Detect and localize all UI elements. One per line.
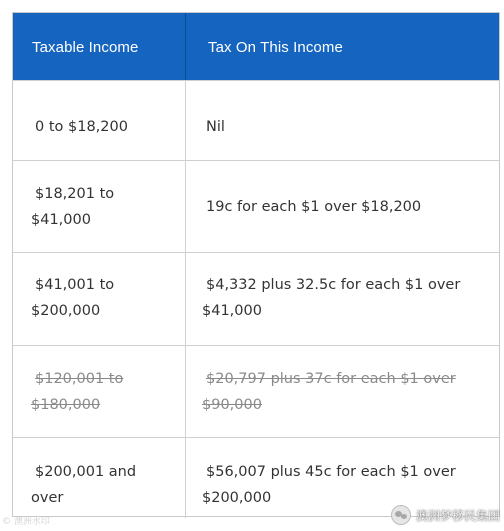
- income-line: $41,001 to: [35, 277, 115, 293]
- income-cell: [13, 346, 186, 437]
- income-cell: [13, 253, 186, 345]
- tax-cell: [186, 81, 499, 160]
- tax-line: $200,000: [202, 490, 272, 506]
- table-row: [13, 160, 499, 252]
- watermark-right: [391, 505, 500, 525]
- watermark-account-name: 澳洲梦移民集团: [415, 508, 500, 523]
- income-line: $200,001 and: [35, 464, 137, 480]
- income-line: $180,000: [31, 397, 101, 413]
- income-cell: [13, 81, 186, 160]
- tax-line: $56,007 plus 45c for each $1 over: [206, 464, 456, 480]
- tax-line: $20,797 plus 37c for each $1 over: [206, 371, 456, 387]
- tax-cell: [186, 346, 499, 437]
- income-cell: [13, 438, 186, 518]
- tax-line: 19c for each $1 over $18,200: [206, 199, 422, 215]
- income-line: 0 to $18,200: [35, 119, 128, 135]
- tax-line: Nil: [206, 119, 225, 135]
- income-line: over: [31, 490, 64, 506]
- table-row: [13, 80, 499, 160]
- watermark-left: © 澳洲水印: [2, 517, 50, 527]
- tax-cell: [186, 161, 499, 252]
- wechat-icon: [391, 505, 411, 525]
- income-cell: [13, 161, 186, 252]
- tax-cell: [186, 253, 499, 345]
- income-line: $200,000: [31, 303, 101, 319]
- tax-line: $41,000: [202, 303, 262, 319]
- income-line: $41,000: [31, 212, 91, 228]
- table-header-row: [13, 13, 499, 80]
- header-taxable-income: Taxable Income: [13, 13, 186, 80]
- tax-rate-table: [12, 12, 500, 517]
- income-line: $120,001 to: [35, 371, 124, 387]
- table-row-struck: [13, 345, 499, 437]
- header-tax-on-this-income: Tax On This Income: [208, 39, 343, 56]
- tax-line: $90,000: [202, 397, 262, 413]
- income-line: $18,201 to: [35, 186, 115, 202]
- tax-line: $4,332 plus 32.5c for each $1 over: [206, 277, 461, 293]
- table-row: [13, 252, 499, 345]
